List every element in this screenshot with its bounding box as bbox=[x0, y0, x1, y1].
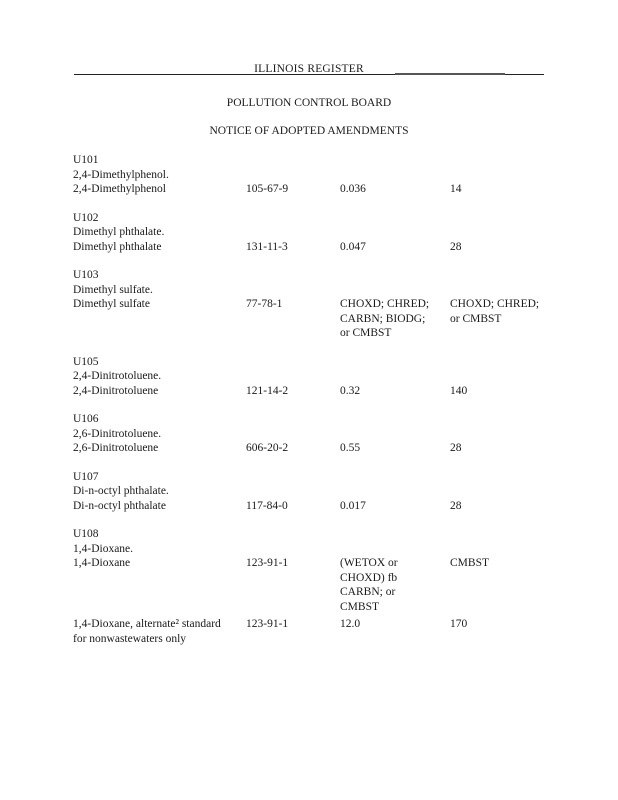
wastewater-standard-cell-line: or CMBST bbox=[340, 327, 392, 339]
waste-name: Di-n-octyl phthalate. bbox=[73, 485, 169, 497]
nonwastewater-standard-cell-line: 28 bbox=[450, 240, 462, 253]
constituent-cell-line: 1,4-Dioxane bbox=[73, 557, 131, 569]
nonwastewater-standard-cell bbox=[450, 441, 550, 456]
header-rule-tail bbox=[395, 73, 505, 75]
cas-number: 77-78-1 bbox=[246, 298, 283, 310]
waste-entry bbox=[73, 412, 553, 456]
wastewater-standard-cell-line: CMBST bbox=[340, 600, 379, 613]
constituent-cell-line: for nonwastewaters only bbox=[73, 632, 187, 645]
waste-code-table bbox=[73, 153, 553, 660]
waste-code: U107 bbox=[73, 470, 99, 483]
wastewater-standard-cell bbox=[340, 499, 450, 514]
waste-name: 1,4-Dioxane. bbox=[73, 542, 134, 555]
cas-number: 105-67-9 bbox=[246, 183, 289, 195]
constituent-cell bbox=[73, 441, 246, 456]
cas-number: 117-84-0 bbox=[246, 499, 288, 512]
wastewater-standard-cell bbox=[340, 297, 450, 341]
wastewater-standard-cell bbox=[340, 384, 450, 399]
constituent-cell bbox=[73, 240, 246, 255]
table-row bbox=[73, 182, 553, 197]
waste-entry bbox=[73, 153, 553, 197]
waste-entry bbox=[73, 355, 553, 399]
nonwastewater-standard-cell bbox=[450, 617, 550, 646]
nonwastewater-standard-cell-line: 28 bbox=[450, 442, 462, 454]
table-row bbox=[73, 556, 553, 614]
constituent-cell-line: 1,4-Dioxane, alternate² standard bbox=[73, 618, 221, 630]
nonwastewater-standard-cell bbox=[450, 499, 550, 514]
constituent-cell-line: 2,4-Dimethylphenol bbox=[73, 183, 166, 195]
waste-name: Dimethyl phthalate. bbox=[73, 226, 165, 238]
wastewater-standard-cell-line: 0.55 bbox=[340, 442, 361, 454]
cas-number: 606-20-2 bbox=[246, 442, 289, 454]
cas-number-cell bbox=[246, 617, 340, 646]
cas-number-cell bbox=[246, 297, 340, 341]
waste-name: 2,6-Dinitrotoluene. bbox=[73, 427, 162, 440]
wastewater-standard-cell-line: 0.036 bbox=[340, 183, 366, 195]
table-row bbox=[73, 384, 553, 399]
constituent-cell bbox=[73, 556, 246, 614]
cas-number-cell bbox=[246, 384, 340, 399]
nonwastewater-standard-cell bbox=[450, 556, 550, 614]
table-row bbox=[73, 240, 553, 255]
nonwastewater-standard-cell-line: 140 bbox=[450, 384, 468, 397]
wastewater-standard-cell-line: 12.0 bbox=[340, 618, 361, 630]
nonwastewater-standard-cell bbox=[450, 240, 550, 255]
constituent-cell-line: 2,4-Dinitrotoluene bbox=[73, 384, 159, 397]
wastewater-standard-cell-line: CARBN; or bbox=[340, 586, 396, 598]
wastewater-standard-cell-line: CARBN; BIODG; bbox=[340, 312, 426, 325]
wastewater-standard-cell-line: CHOXD; CHRED; bbox=[340, 298, 430, 310]
wastewater-standard-cell-line: 0.32 bbox=[340, 384, 361, 397]
cas-number: 123-91-1 bbox=[246, 618, 289, 630]
wastewater-standard-cell bbox=[340, 182, 450, 197]
nonwastewater-standard-cell-line: 14 bbox=[450, 183, 462, 195]
nonwastewater-standard-cell bbox=[450, 297, 550, 341]
constituent-cell bbox=[73, 384, 246, 399]
nonwastewater-standard-cell-line: or CMBST bbox=[450, 312, 502, 325]
waste-entry bbox=[73, 527, 553, 646]
constituent-cell bbox=[73, 182, 246, 197]
constituent-cell-line: Dimethyl sulfate bbox=[73, 298, 150, 310]
constituent-cell bbox=[73, 617, 246, 646]
constituent-cell-line: 2,6-Dinitrotoluene bbox=[73, 442, 159, 454]
nonwastewater-standard-cell-line: 28 bbox=[450, 499, 462, 512]
waste-code: U102 bbox=[73, 211, 99, 224]
wastewater-standard-cell-line: (WETOX or bbox=[340, 557, 398, 569]
cas-number: 131-11-3 bbox=[246, 240, 288, 253]
waste-entry bbox=[73, 470, 553, 514]
constituent-cell bbox=[73, 499, 246, 514]
waste-name: 2,4-Dimethylphenol. bbox=[73, 168, 169, 181]
cas-number-cell bbox=[246, 499, 340, 514]
waste-name: 2,4-Dinitrotoluene. bbox=[73, 370, 162, 382]
table-row bbox=[73, 617, 553, 646]
wastewater-standard-cell bbox=[340, 617, 450, 646]
constituent-cell-line: Dimethyl phthalate bbox=[73, 240, 162, 253]
nonwastewater-standard-cell-line: CMBST bbox=[450, 557, 489, 569]
cas-number-cell bbox=[246, 556, 340, 614]
waste-name: Dimethyl sulfate. bbox=[73, 283, 153, 296]
cas-number-cell bbox=[246, 182, 340, 197]
constituent-cell bbox=[73, 297, 246, 341]
cas-number-cell bbox=[246, 240, 340, 255]
waste-code: U103 bbox=[73, 269, 99, 281]
cas-number-cell bbox=[246, 441, 340, 456]
wastewater-standard-cell bbox=[340, 240, 450, 255]
wastewater-standard-cell-line: CHOXD) fb bbox=[340, 571, 398, 584]
waste-code: U105 bbox=[73, 355, 99, 368]
nonwastewater-standard-cell-line: CHOXD; CHRED; bbox=[450, 298, 540, 310]
waste-code: U108 bbox=[73, 528, 99, 540]
wastewater-standard-cell bbox=[340, 441, 450, 456]
notice-title: NOTICE OF ADOPTED AMENDMENTS bbox=[209, 125, 409, 137]
waste-code: U106 bbox=[73, 413, 99, 425]
constituent-cell-line: Di-n-octyl phthalate bbox=[73, 499, 166, 512]
board-title: POLLUTION CONTROL BOARD bbox=[226, 97, 392, 109]
waste-entry bbox=[73, 211, 553, 255]
register-header: ILLINOIS REGISTER bbox=[254, 63, 364, 75]
nonwastewater-standard-cell bbox=[450, 384, 550, 399]
waste-entry bbox=[73, 268, 553, 341]
table-row bbox=[73, 441, 553, 456]
waste-code: U101 bbox=[73, 154, 99, 166]
cas-number: 123-91-1 bbox=[246, 557, 289, 569]
table-row bbox=[73, 499, 553, 514]
wastewater-standard-cell-line: 0.017 bbox=[340, 499, 366, 512]
wastewater-standard-cell-line: 0.047 bbox=[340, 240, 366, 253]
wastewater-standard-cell bbox=[340, 556, 450, 614]
table-row bbox=[73, 297, 553, 341]
cas-number: 121-14-2 bbox=[246, 384, 289, 397]
nonwastewater-standard-cell-line: 170 bbox=[450, 618, 468, 630]
nonwastewater-standard-cell bbox=[450, 182, 550, 197]
